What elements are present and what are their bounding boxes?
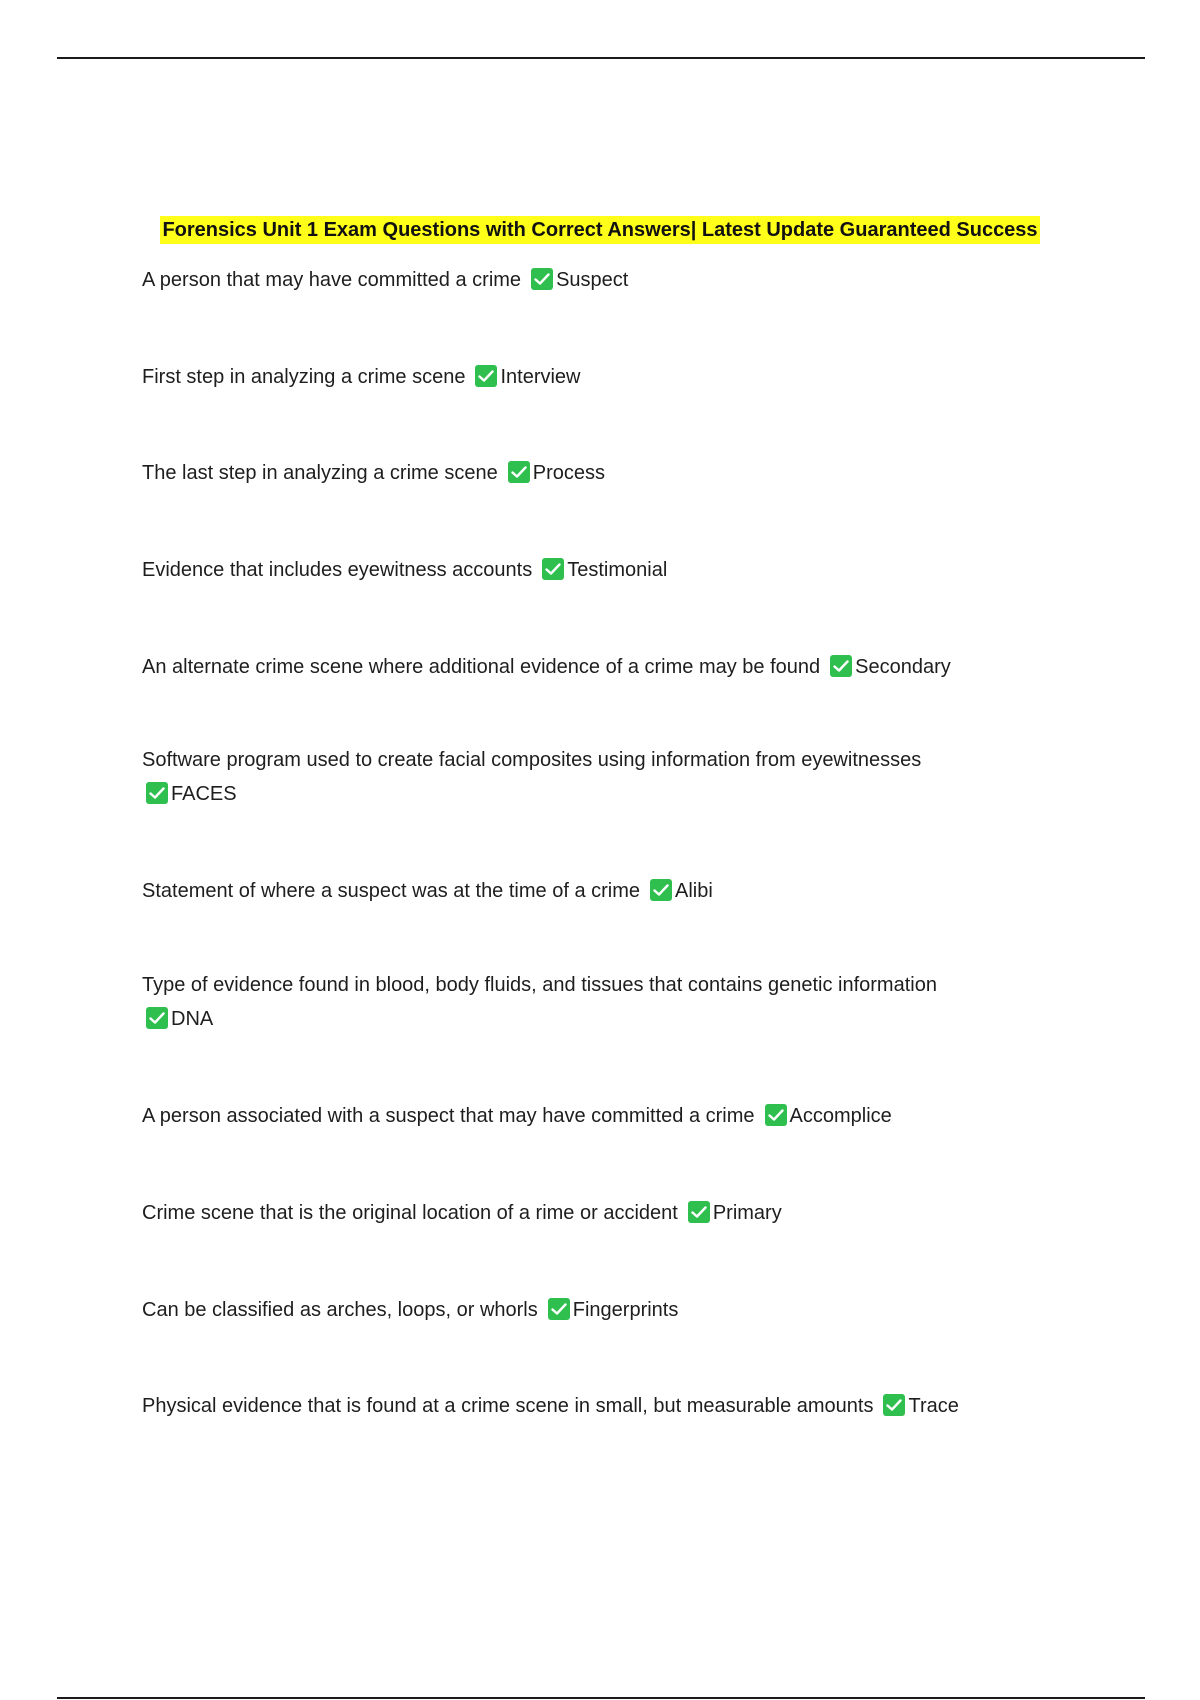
check-box-icon <box>542 558 564 580</box>
qa-item <box>142 360 1042 394</box>
question-text: The last step in analyzing a crime scene <box>142 462 498 484</box>
answer-text: DNA <box>171 1008 214 1030</box>
header-rule <box>57 57 1145 59</box>
check-box-icon <box>146 782 168 804</box>
answer-text: Primary <box>712 1202 782 1224</box>
qa-item <box>142 968 1022 1036</box>
question-text: A person associated with a suspect that may have committed a crime <box>142 1105 755 1127</box>
footer-rule <box>57 1697 1145 1699</box>
check-box-icon <box>650 879 672 901</box>
check-box-icon <box>765 1104 787 1126</box>
answer-text: Secondary <box>855 656 951 678</box>
answer-text: Alibi <box>675 880 713 902</box>
check-box-icon <box>508 461 530 483</box>
answer-text: Suspect <box>556 269 629 291</box>
qa-item <box>142 456 1042 490</box>
answer-text: Testimonial <box>567 559 668 581</box>
title-container <box>0 216 1200 244</box>
qa-item <box>142 553 1042 587</box>
question-text: Software program used to create facial composites using information from eyewitnesses <box>142 749 922 771</box>
question-text: Type of evidence found in blood, body fluids, and tissues that contains genetic information <box>142 974 937 996</box>
question-text: Crime scene that is the original location of a rime or accident <box>142 1202 678 1224</box>
qa-item <box>142 1196 1042 1230</box>
check-box-icon <box>883 1394 905 1416</box>
answer-text: Fingerprints <box>572 1299 679 1321</box>
qa-item <box>142 1389 1042 1423</box>
qa-item <box>142 650 1042 684</box>
check-box-icon <box>688 1201 710 1223</box>
qa-item <box>142 263 1042 297</box>
answer-text: Trace <box>908 1395 959 1417</box>
qa-item <box>142 1099 1042 1133</box>
question-text: First step in analyzing a crime scene <box>142 366 466 388</box>
question-text: Statement of where a suspect was at the time of a crime <box>142 880 641 902</box>
answer-text: Interview <box>500 366 581 388</box>
answer-text: FACES <box>171 783 237 805</box>
qa-item <box>142 874 1042 908</box>
check-box-icon <box>830 655 852 677</box>
answer-text: Process <box>532 462 605 484</box>
check-box-icon <box>146 1007 168 1029</box>
question-text: An alternate crime scene where additional evidence of a crime may be found <box>142 656 821 678</box>
qa-item <box>142 743 1022 811</box>
question-text: A person that may have committed a crime <box>142 269 522 291</box>
question-text: Can be classified as arches, loops, or whorls <box>142 1299 538 1321</box>
question-text: Physical evidence that is found at a crime scene in small, but measurable amounts <box>142 1395 874 1417</box>
question-text: Evidence that includes eyewitness accounts <box>142 559 533 581</box>
check-box-icon <box>548 1298 570 1320</box>
check-box-icon <box>531 268 553 290</box>
qa-item <box>142 1293 1042 1327</box>
answer-text: Accomplice <box>789 1105 892 1127</box>
document-title: Forensics Unit 1 Exam Questions with Correct Answers| Latest Update Guaranteed Success <box>160 216 1039 244</box>
check-box-icon <box>475 365 497 387</box>
